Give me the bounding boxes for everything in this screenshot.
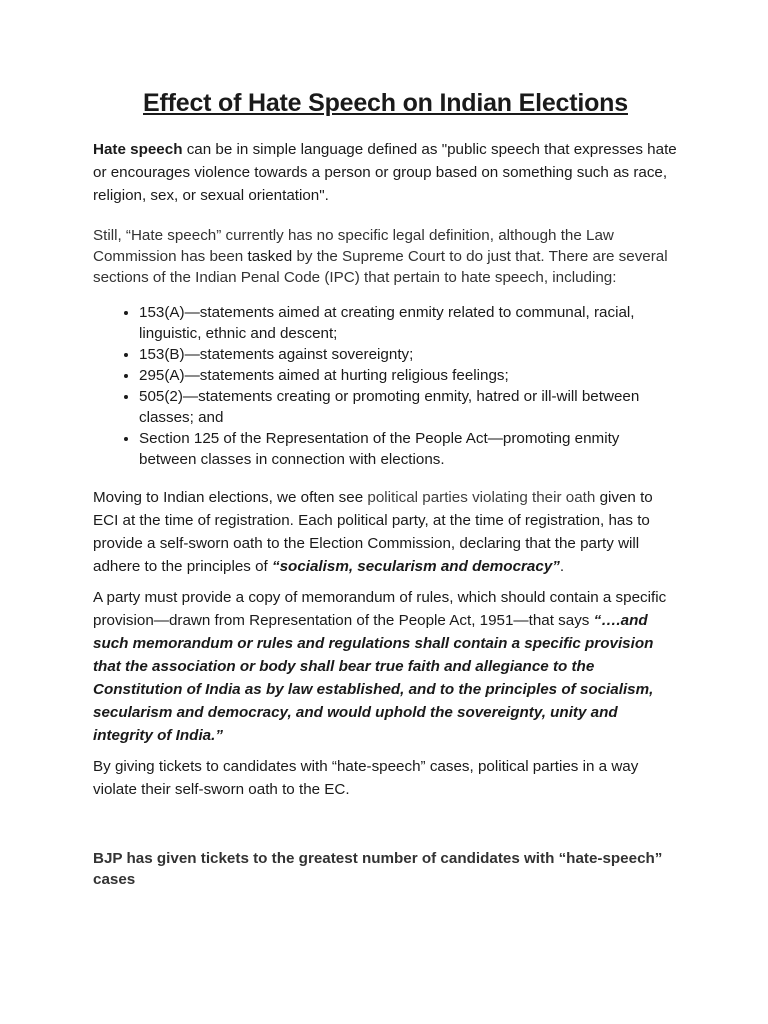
list-item: • 505(2)—statements creating or promoting enmity, hatred or ill-will between classes; and bbox=[139, 386, 678, 428]
memorandum-text-a: A party must provide a copy of memorandum of rules, which should contain a specific provision—drawn from Representation of the People Act, 1951—that says bbox=[93, 589, 667, 629]
elections-text-a: Moving to Indian elections, we often see bbox=[93, 489, 368, 506]
principles-quote: “socialism, secularism and democracy” bbox=[272, 558, 560, 575]
tasked-word: tasked bbox=[247, 248, 293, 265]
memorandum-paragraph bbox=[93, 586, 678, 747]
document-title: Effect of Hate Speech on Indian Elections bbox=[143, 89, 628, 117]
elections-paragraph bbox=[93, 486, 678, 578]
list-item: • 153(A)—statements aimed at creating enmity related to communal, racial, linguistic, ethnic and descent; bbox=[139, 302, 678, 344]
ipc-sections-list bbox=[93, 302, 678, 470]
tickets-paragraph: By giving tickets to candidates with “hate-speech” cases, political parties in a way violate their self-sworn oath to the EC. bbox=[93, 758, 639, 798]
bjp-subheading: BJP has given tickets to the greatest number of candidates with “hate-speech” cases bbox=[93, 850, 663, 888]
legal-text-a: Still, “Hate speech” currently has no specific legal definition, although the Law Commission has been bbox=[93, 227, 614, 265]
list-item: • 153(B)—statements against sovereignty; bbox=[139, 344, 678, 365]
legal-definition-paragraph bbox=[93, 225, 678, 288]
memorandum-quote: “….and such memorandum or rules and regulations shall contain a specific provision that the association or body shall bear true faith and allegiance to the Constitution of India as by law established, and to the principles of socialism, secularism and democracy, and would uphold the sovereignty, unity and integrity of India.” bbox=[93, 612, 654, 744]
elections-text-b: given to ECI at the time of registration. Each political party, at the time of registration, has to provide a self-sworn oath to the Election Commission, declaring that the party will adhere to the principles of bbox=[93, 489, 653, 575]
hate-speech-definition: can be in simple language defined as "public speech that expresses hate or encourages violence towards a person or group based on something such as race, religion, sex, or sexual orientation". bbox=[93, 141, 677, 204]
legal-text-b: by the Supreme Court to do just that. There are several sections of the Indian Penal Code (IPC) that pertain to hate speech, including: bbox=[93, 248, 668, 286]
political-parties-link[interactable]: political parties violating their oath bbox=[367, 489, 596, 506]
document-page bbox=[93, 88, 678, 890]
list-item: • Section 125 of the Representation of the People Act—promoting enmity between classes in connection with elections. bbox=[139, 428, 678, 470]
list-item: • 295(A)—statements aimed at hurting religious feelings; bbox=[139, 365, 678, 386]
hate-speech-term: Hate speech bbox=[93, 141, 183, 158]
intro-paragraph bbox=[93, 138, 678, 207]
elections-text-c: . bbox=[559, 558, 565, 575]
